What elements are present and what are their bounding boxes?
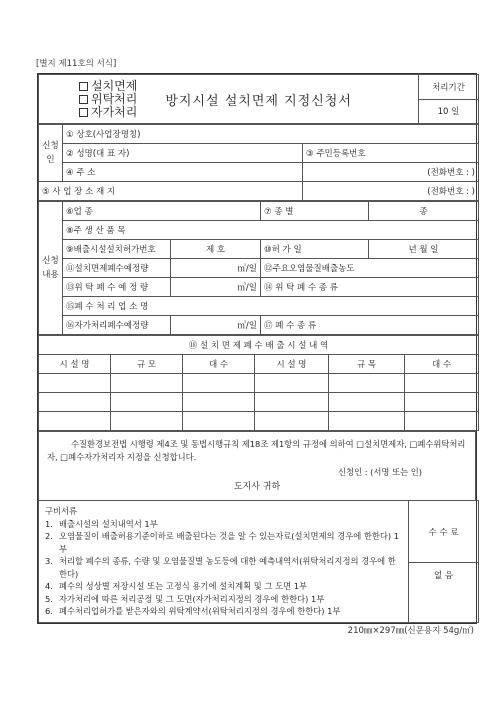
form-frame (37, 73, 477, 624)
facility-cell[interactable] (329, 374, 405, 393)
option-self[interactable]: 자가처리 (79, 106, 137, 119)
option-exempt[interactable]: 설치면제 (79, 80, 137, 93)
facility-cell[interactable] (111, 393, 183, 412)
content-table (38, 201, 479, 335)
address-field[interactable]: ④ 주 소 (63, 163, 303, 182)
exempt-amount-label: ⑪설치면제폐수예정량 (63, 259, 171, 278)
facility-table (38, 335, 479, 431)
phone-field-1[interactable]: (전화번호 : ) (303, 163, 479, 182)
docs-table (38, 500, 479, 623)
applicant-table (38, 124, 479, 201)
facility-row (39, 393, 479, 412)
content-section-label: 신청내용 (39, 202, 63, 335)
facility-heading: ⑱ 설 치 면 제 폐 수 배 출 시 설 내 역 (39, 336, 479, 355)
document-title: 방지시설 설치면제 지정신청서 (165, 93, 352, 109)
facility-row (39, 412, 479, 431)
facility-cell[interactable] (39, 393, 111, 412)
consign-type-field[interactable]: ⑭ 위 탁 폐 수 종 류 (261, 278, 479, 297)
title-cell (39, 75, 419, 124)
form-number-label: [별지 제11호의 서식] (36, 59, 117, 69)
doc-item: 1. 배출시설의 설치내역서 1부 (45, 518, 158, 529)
facility-header: 대 수 (183, 355, 255, 374)
facility-row (39, 374, 479, 393)
self-amount-label: ⑯자가처리폐수예정량 (63, 316, 171, 335)
product-field[interactable]: ⑧주 생 산 품 목 (63, 221, 479, 240)
facility-header: 규 모 (111, 355, 183, 374)
facility-header: 대 수 (405, 355, 479, 374)
facility-cell[interactable] (39, 374, 111, 393)
addressee: 도지사 귀하 (233, 482, 281, 492)
applicant-signature[interactable]: 신청인 : (서명 또는 인) (338, 467, 422, 477)
docs-title: 구비서류 (45, 506, 78, 516)
waste-type-field[interactable]: ⑰ 폐 수 종 류 (261, 316, 479, 335)
facility-cell[interactable] (329, 412, 405, 431)
industry-field[interactable]: ⑥업 종 (63, 202, 261, 221)
doc-item: 6. 폐수처리업허가를 받은자와의 위탁계약서(위탁처리지정의 경우에 한한다) 1부 (45, 606, 341, 616)
checkbox-icon[interactable] (79, 108, 88, 117)
facility-cell[interactable] (405, 393, 479, 412)
type-value: 종 (369, 202, 479, 221)
type-field[interactable]: ⑦ 종 별 (261, 202, 369, 221)
permit-number-label: ⑨배출시설설치허가번호 (63, 240, 171, 259)
facility-cell[interactable] (255, 412, 329, 431)
self-amount-unit[interactable]: ㎥/일 (171, 316, 261, 335)
facility-cell[interactable] (405, 374, 479, 393)
exempt-amount-unit[interactable]: ㎥/일 (171, 259, 261, 278)
doc-item: 3. 처리할 폐수의 종류, 수량 및 오염물질별 농도등에 대한 예측내역서(위탁처리지정의 경우에 한한다) (45, 556, 396, 579)
title-table (38, 74, 479, 124)
statement-cell (39, 432, 476, 501)
application-type-options (79, 80, 137, 119)
pollutant-field[interactable]: ⑫주요오염물질배출농도 (261, 259, 479, 278)
option-consign[interactable]: 위탁처리 (79, 93, 137, 106)
checkbox-icon[interactable] (79, 95, 88, 104)
representative-field[interactable]: ② 성명(대 표 자) (63, 144, 303, 163)
fee-value: 없 음 (409, 563, 479, 622)
facility-cell[interactable] (111, 412, 183, 431)
facility-cell[interactable] (405, 412, 479, 431)
facility-header: 시 설 명 (39, 355, 111, 374)
facility-cell[interactable] (255, 374, 329, 393)
consign-amount-label: ⑬위 탁 폐 수 예 정 량 (63, 278, 171, 297)
paper-spec: 210㎜×297㎜(신문용지 54g/㎡) (347, 626, 474, 636)
required-docs (39, 501, 409, 623)
facility-header: 시 설 명 (255, 355, 329, 374)
site-location-field[interactable]: ⑤ 사 업 장 소 재 지 (39, 182, 303, 201)
consign-amount-unit[interactable]: ㎥/일 (171, 278, 261, 297)
doc-item: 2. 오염물질이 배출허용기준이하로 배출된다는 것을 알 수 있는자료(설치면제의 경우에 한한다) 1부 (45, 531, 400, 554)
facility-cell[interactable] (255, 393, 329, 412)
facility-cell[interactable] (329, 393, 405, 412)
resident-id-field[interactable]: ③ 주민등록번호 (303, 144, 479, 163)
plant-name-field[interactable]: ⑮폐 수 처 리 업 소 명 (63, 297, 479, 316)
applicant-section-label: 신청인 (39, 125, 63, 182)
facility-cell[interactable] (183, 374, 255, 393)
phone-field-2[interactable]: (전화번호 : ) (303, 182, 479, 201)
checkbox-icon[interactable] (79, 82, 88, 91)
facility-cell[interactable] (111, 374, 183, 393)
facility-header: 규 목 (329, 355, 405, 374)
processing-period-label: 처리기간 (419, 75, 479, 100)
processing-period-value: 10 일 (419, 99, 479, 124)
facility-cell[interactable] (183, 412, 255, 431)
statement-text: 수질환경보전법 시행령 제4조 및 동법시행규칙 제18조 제1항의 규정에 의하여 □설치면제자, □폐수위탁처리자, □폐수자가처리자 지정을 신청합니다. (47, 439, 466, 462)
doc-item: 5. 자가처리에 따른 처리공정 및 그 도면(자가처리지정의 경우에 한한다) 1부 (45, 593, 325, 604)
doc-item: 4. 폐수의 성상별 저장시설 또는 고정식 용기에 설치계획 및 그 도면 1부 (45, 581, 308, 591)
permit-date-label: ⑩허 가 일 (261, 240, 369, 259)
fee-label: 수 수 료 (409, 501, 479, 563)
permit-date-value[interactable]: 년 월 일 (369, 240, 479, 259)
company-name-field[interactable]: ① 상호(사업장명칭) (63, 125, 479, 144)
facility-cell[interactable] (39, 412, 111, 431)
facility-cell[interactable] (183, 393, 255, 412)
statement-table (38, 431, 476, 500)
permit-number-value[interactable]: 제 호 (171, 240, 261, 259)
